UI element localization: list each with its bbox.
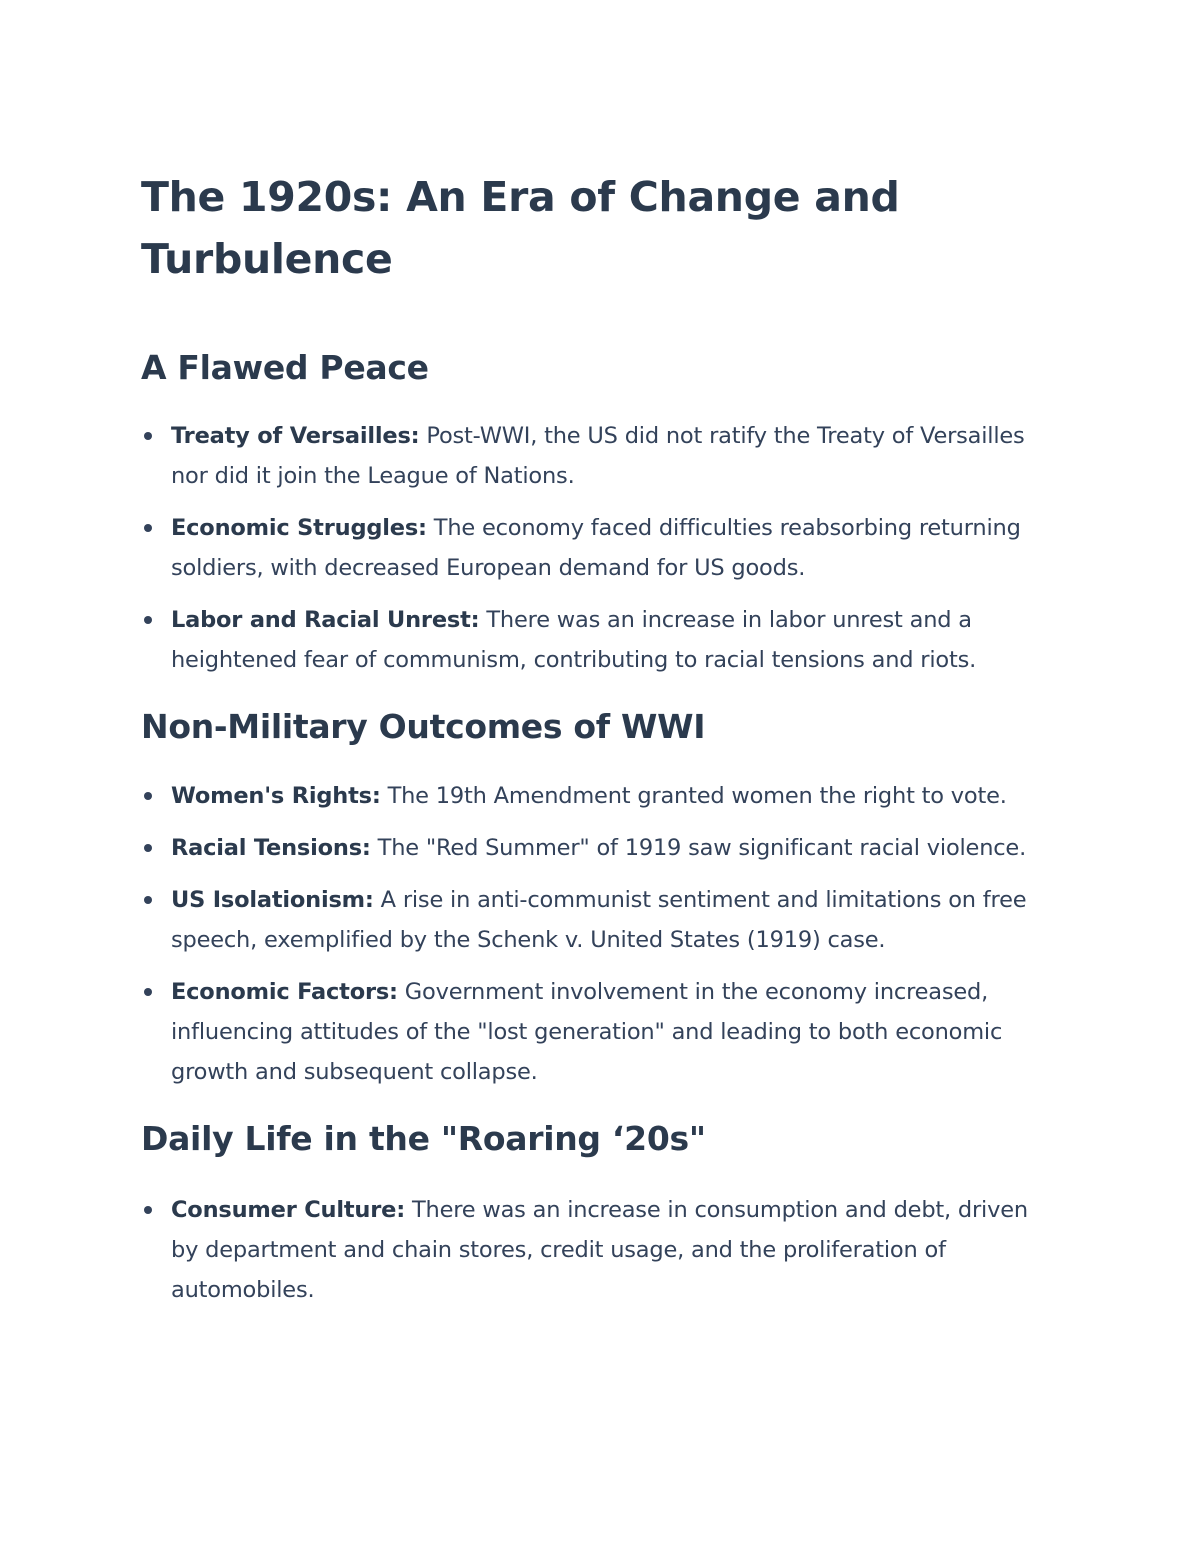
item-term: Economic Struggles:	[171, 515, 427, 541]
item-text: The 19th Amendment granted women the right to vote.	[380, 783, 1007, 809]
item-term: Labor and Racial Unrest:	[171, 607, 480, 633]
section-heading-flawed-peace: A Flawed Peace	[141, 348, 429, 387]
item-text: Post-WWI, the US did not ratify the Treaty of Versailles nor did it join the League of Nations.	[171, 423, 1025, 489]
item-term: US Isolationism:	[171, 887, 374, 913]
item-term: Women's Rights:	[171, 783, 381, 809]
bullet-icon	[144, 432, 152, 440]
item-text: Government involvement in the economy increased, influencing attitudes of the "lost generation" and leading to both economic growth and subsequent collapse.	[171, 979, 1003, 1085]
list-item	[141, 880, 1060, 960]
list-item	[141, 776, 1060, 816]
item-text: There was an increase in consumption and debt, driven by department and chain stores, credit usage, and the proliferation of automobiles.	[171, 1197, 1028, 1303]
bullet-list-non-military-outcomes	[141, 776, 1060, 1092]
item-term: Treaty of Versailles:	[171, 423, 420, 449]
list-item	[141, 1190, 1060, 1310]
bullet-icon	[144, 524, 152, 532]
list-item	[141, 416, 1060, 496]
bullet-list-flawed-peace	[141, 416, 1060, 680]
bullet-icon	[144, 988, 152, 996]
document-title: The 1920s: An Era of Change and Turbulence	[141, 173, 900, 283]
list-item	[141, 972, 1060, 1092]
list-item	[141, 508, 1060, 588]
bullet-icon	[144, 844, 152, 852]
bullet-icon	[144, 896, 152, 904]
item-text: The economy faced difficulties reabsorbing returning soldiers, with decreased European demand for US goods.	[171, 515, 1021, 581]
item-text: A rise in anti-communist sentiment and limitations on free speech, exemplified by the Schenk v. United States (1919) case.	[171, 887, 1027, 953]
bullet-icon	[144, 616, 152, 624]
item-term: Economic Factors:	[171, 979, 398, 1005]
bullet-icon	[144, 1206, 152, 1214]
list-item	[141, 600, 1060, 680]
bullet-icon	[144, 792, 152, 800]
item-text: The "Red Summer" of 1919 saw significant racial violence.	[370, 835, 1027, 861]
item-text: There was an increase in labor unrest and a heightened fear of communism, contributing to racial tensions and riots.	[171, 607, 977, 673]
section-heading-non-military-outcomes: Non-Military Outcomes of WWI	[141, 707, 706, 746]
item-term: Consumer Culture:	[171, 1197, 406, 1223]
item-term: Racial Tensions:	[171, 835, 371, 861]
bullet-list-daily-life	[141, 1190, 1060, 1310]
list-item	[141, 828, 1060, 868]
section-heading-daily-life: Daily Life in the "Roaring ‘20s"	[141, 1119, 706, 1158]
